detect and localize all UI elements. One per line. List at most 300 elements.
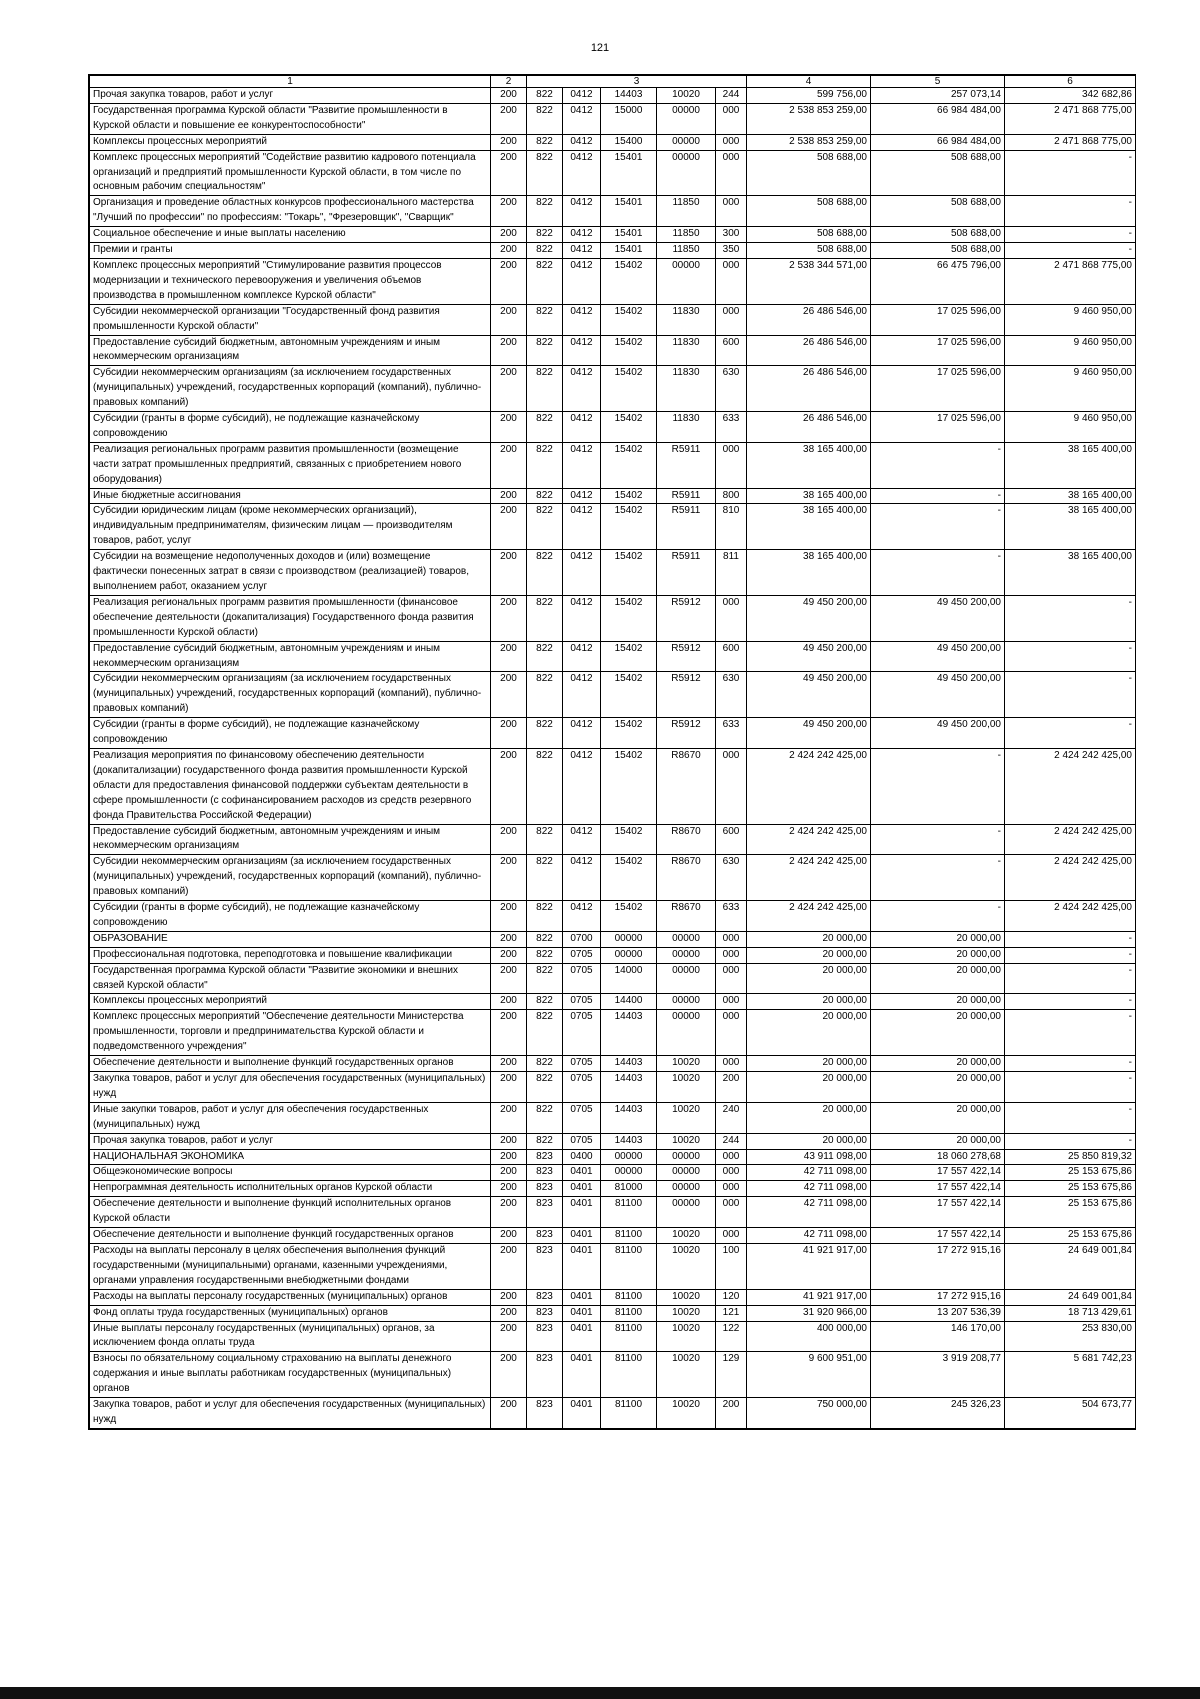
row-section-code: 0412 xyxy=(563,196,601,227)
row-amount-col5: 66 475 796,00 xyxy=(871,258,1005,304)
table-row xyxy=(90,134,1136,150)
table-row xyxy=(90,994,1136,1010)
table-row xyxy=(90,196,1136,227)
row-admin-code: 200 xyxy=(491,412,527,443)
row-name: Субсидии (гранты в форме субсидий), не подлежащие казначейскому сопровождению xyxy=(90,901,491,932)
row-department-code: 822 xyxy=(527,947,563,963)
row-expense-type-code: 000 xyxy=(716,994,747,1010)
row-expense-type-code: 100 xyxy=(716,1243,747,1289)
row-name: Фонд оплаты труда государственных (муниципальных) органов xyxy=(90,1305,491,1321)
row-amount-col5: - xyxy=(871,855,1005,901)
row-name: Комплекс процессных мероприятий "Стимулирование развития процессов модернизации и технического перевооружения и увеличения объемов производства в промышленном комплексе Курской области" xyxy=(90,258,491,304)
row-name: Предоставление субсидий бюджетным, автономным учреждениям и иным некоммерческим организациям xyxy=(90,335,491,366)
table-row xyxy=(90,1149,1136,1165)
header-col-5: 5 xyxy=(871,76,1005,88)
row-section-code: 0412 xyxy=(563,595,601,641)
row-direction-code: R8670 xyxy=(657,824,716,855)
row-section-code: 0705 xyxy=(563,1010,601,1056)
row-expense-type-code: 000 xyxy=(716,442,747,488)
table-row xyxy=(90,641,1136,672)
row-amount-col5: 49 450 200,00 xyxy=(871,672,1005,718)
row-amount-col5: 245 326,23 xyxy=(871,1398,1005,1429)
row-name: ОБРАЗОВАНИЕ xyxy=(90,931,491,947)
row-program-code: 14403 xyxy=(601,1072,657,1103)
row-section-code: 0401 xyxy=(563,1197,601,1228)
row-expense-type-code: 600 xyxy=(716,641,747,672)
row-expense-type-code: 000 xyxy=(716,196,747,227)
row-expense-type-code: 000 xyxy=(716,1056,747,1072)
row-direction-code: R5912 xyxy=(657,641,716,672)
row-name: Субсидии некоммерческим организациям (за исключением государственных (муниципальных) учреждений, государственных корпораций (компаний), публично-правовых компаний) xyxy=(90,672,491,718)
row-direction-code: 10020 xyxy=(657,1398,716,1429)
row-amount-col6: 38 165 400,00 xyxy=(1005,442,1136,488)
row-amount-total: 26 486 546,00 xyxy=(747,366,871,412)
table-row xyxy=(90,748,1136,824)
row-amount-col6: - xyxy=(1005,963,1136,994)
budget-table-sheet xyxy=(88,74,1136,1430)
row-admin-code: 200 xyxy=(491,1305,527,1321)
row-department-code: 822 xyxy=(527,366,563,412)
row-department-code: 822 xyxy=(527,855,563,901)
row-department-code: 822 xyxy=(527,88,563,104)
row-name: Комплексы процессных мероприятий xyxy=(90,134,491,150)
row-amount-col5: 17 025 596,00 xyxy=(871,304,1005,335)
row-admin-code: 200 xyxy=(491,366,527,412)
row-admin-code: 200 xyxy=(491,672,527,718)
row-amount-total: 2 538 853 259,00 xyxy=(747,103,871,134)
row-department-code: 822 xyxy=(527,258,563,304)
row-section-code: 0401 xyxy=(563,1228,601,1244)
row-amount-col5: 20 000,00 xyxy=(871,1102,1005,1133)
row-program-code: 15402 xyxy=(601,672,657,718)
row-expense-type-code: 630 xyxy=(716,672,747,718)
row-amount-col6: 2 424 242 425,00 xyxy=(1005,748,1136,824)
row-department-code: 822 xyxy=(527,227,563,243)
row-amount-col5: - xyxy=(871,488,1005,504)
row-direction-code: 00000 xyxy=(657,994,716,1010)
row-amount-col5: 17 272 915,16 xyxy=(871,1289,1005,1305)
row-admin-code: 200 xyxy=(491,1197,527,1228)
row-name: Общеэкономические вопросы xyxy=(90,1165,491,1181)
row-direction-code: 00000 xyxy=(657,1010,716,1056)
table-row xyxy=(90,672,1136,718)
row-program-code: 81100 xyxy=(601,1321,657,1352)
row-name: Предоставление субсидий бюджетным, автономным учреждениям и иным некоммерческим организациям xyxy=(90,641,491,672)
row-amount-total: 2 538 344 571,00 xyxy=(747,258,871,304)
row-amount-total: 20 000,00 xyxy=(747,931,871,947)
row-direction-code: 10020 xyxy=(657,1102,716,1133)
row-amount-total: 31 920 966,00 xyxy=(747,1305,871,1321)
row-admin-code: 200 xyxy=(491,304,527,335)
row-amount-col5: 508 688,00 xyxy=(871,150,1005,196)
row-admin-code: 200 xyxy=(491,901,527,932)
column-number-header xyxy=(90,76,1136,88)
row-department-code: 822 xyxy=(527,718,563,749)
row-amount-total: 2 538 853 259,00 xyxy=(747,134,871,150)
row-department-code: 822 xyxy=(527,595,563,641)
row-admin-code: 200 xyxy=(491,1149,527,1165)
row-expense-type-code: 240 xyxy=(716,1102,747,1133)
row-amount-total: 2 424 242 425,00 xyxy=(747,748,871,824)
table-row xyxy=(90,1321,1136,1352)
row-name: Субсидии некоммерческой организации "Государственный фонд развития промышленности Курской области" xyxy=(90,304,491,335)
row-amount-col5: - xyxy=(871,748,1005,824)
row-admin-code: 200 xyxy=(491,1352,527,1398)
row-amount-total: 49 450 200,00 xyxy=(747,672,871,718)
row-amount-col5: 49 450 200,00 xyxy=(871,641,1005,672)
row-amount-total: 41 921 917,00 xyxy=(747,1289,871,1305)
row-amount-col6: 25 850 819,32 xyxy=(1005,1149,1136,1165)
row-admin-code: 200 xyxy=(491,134,527,150)
row-direction-code: 00000 xyxy=(657,1181,716,1197)
table-row xyxy=(90,304,1136,335)
row-department-code: 822 xyxy=(527,412,563,443)
row-department-code: 823 xyxy=(527,1352,563,1398)
row-amount-col6: 2 424 242 425,00 xyxy=(1005,901,1136,932)
row-expense-type-code: 000 xyxy=(716,1197,747,1228)
row-amount-total: 508 688,00 xyxy=(747,243,871,259)
row-amount-total: 42 711 098,00 xyxy=(747,1181,871,1197)
row-amount-col6: - xyxy=(1005,947,1136,963)
row-section-code: 0412 xyxy=(563,550,601,596)
row-amount-col6: 9 460 950,00 xyxy=(1005,304,1136,335)
table-row xyxy=(90,1102,1136,1133)
row-amount-col5: 20 000,00 xyxy=(871,994,1005,1010)
row-amount-col6: 38 165 400,00 xyxy=(1005,488,1136,504)
table-row xyxy=(90,1072,1136,1103)
row-amount-total: 508 688,00 xyxy=(747,227,871,243)
row-expense-type-code: 129 xyxy=(716,1352,747,1398)
row-expense-type-code: 800 xyxy=(716,488,747,504)
row-department-code: 822 xyxy=(527,488,563,504)
row-admin-code: 200 xyxy=(491,103,527,134)
row-amount-total: 38 165 400,00 xyxy=(747,488,871,504)
row-program-code: 15000 xyxy=(601,103,657,134)
table-row xyxy=(90,1289,1136,1305)
row-section-code: 0412 xyxy=(563,103,601,134)
row-section-code: 0412 xyxy=(563,442,601,488)
row-name: Иные выплаты персоналу государственных (муниципальных) органов, за исключением фонда оплаты труда xyxy=(90,1321,491,1352)
table-row xyxy=(90,1056,1136,1072)
row-direction-code: 10020 xyxy=(657,1305,716,1321)
row-direction-code: 00000 xyxy=(657,1149,716,1165)
row-admin-code: 200 xyxy=(491,442,527,488)
row-name: Социальное обеспечение и иные выплаты населению xyxy=(90,227,491,243)
row-amount-col6: 24 649 001,84 xyxy=(1005,1243,1136,1289)
row-program-code: 81000 xyxy=(601,1181,657,1197)
row-program-code: 00000 xyxy=(601,947,657,963)
row-amount-total: 2 424 242 425,00 xyxy=(747,855,871,901)
row-direction-code: R8670 xyxy=(657,855,716,901)
row-name: Предоставление субсидий бюджетным, автономным учреждениям и иным некоммерческим организациям xyxy=(90,824,491,855)
row-section-code: 0401 xyxy=(563,1352,601,1398)
row-program-code: 15401 xyxy=(601,196,657,227)
row-admin-code: 200 xyxy=(491,1181,527,1197)
row-section-code: 0412 xyxy=(563,366,601,412)
row-section-code: 0705 xyxy=(563,1102,601,1133)
header-col-2: 2 xyxy=(491,76,527,88)
row-program-code: 15402 xyxy=(601,901,657,932)
row-amount-col6: 342 682,86 xyxy=(1005,88,1136,104)
row-direction-code: 11830 xyxy=(657,304,716,335)
row-program-code: 81100 xyxy=(601,1243,657,1289)
row-amount-col6: - xyxy=(1005,150,1136,196)
budget-table xyxy=(89,75,1136,1429)
row-direction-code: R8670 xyxy=(657,901,716,932)
row-amount-total: 20 000,00 xyxy=(747,1010,871,1056)
row-program-code: 81100 xyxy=(601,1398,657,1429)
row-program-code: 15401 xyxy=(601,243,657,259)
row-amount-total: 2 424 242 425,00 xyxy=(747,824,871,855)
row-department-code: 822 xyxy=(527,931,563,947)
row-direction-code: 00000 xyxy=(657,963,716,994)
row-section-code: 0412 xyxy=(563,88,601,104)
row-department-code: 822 xyxy=(527,748,563,824)
row-department-code: 822 xyxy=(527,1056,563,1072)
row-admin-code: 200 xyxy=(491,931,527,947)
row-admin-code: 200 xyxy=(491,150,527,196)
header-col-6: 6 xyxy=(1005,76,1136,88)
row-direction-code: 00000 xyxy=(657,258,716,304)
row-program-code: 14000 xyxy=(601,963,657,994)
table-row xyxy=(90,1181,1136,1197)
page-number: 121 xyxy=(590,42,610,54)
header-col-4: 4 xyxy=(747,76,871,88)
row-amount-col5: 508 688,00 xyxy=(871,196,1005,227)
row-amount-col6: 253 830,00 xyxy=(1005,1321,1136,1352)
table-row xyxy=(90,103,1136,134)
row-program-code: 15402 xyxy=(601,335,657,366)
row-program-code: 15402 xyxy=(601,824,657,855)
row-department-code: 822 xyxy=(527,103,563,134)
row-program-code: 15402 xyxy=(601,595,657,641)
row-amount-col6: - xyxy=(1005,931,1136,947)
row-amount-total: 26 486 546,00 xyxy=(747,304,871,335)
row-department-code: 822 xyxy=(527,304,563,335)
table-row xyxy=(90,442,1136,488)
row-section-code: 0412 xyxy=(563,412,601,443)
row-admin-code: 200 xyxy=(491,1072,527,1103)
row-admin-code: 200 xyxy=(491,963,527,994)
table-row xyxy=(90,227,1136,243)
row-amount-total: 750 000,00 xyxy=(747,1398,871,1429)
row-amount-col5: 13 207 536,39 xyxy=(871,1305,1005,1321)
row-amount-col5: 20 000,00 xyxy=(871,1010,1005,1056)
row-name: Расходы на выплаты персоналу государственных (муниципальных) органов xyxy=(90,1289,491,1305)
row-direction-code: 11830 xyxy=(657,412,716,443)
row-admin-code: 200 xyxy=(491,824,527,855)
row-amount-col6: - xyxy=(1005,1072,1136,1103)
table-row xyxy=(90,366,1136,412)
row-department-code: 823 xyxy=(527,1181,563,1197)
row-expense-type-code: 633 xyxy=(716,412,747,443)
row-admin-code: 200 xyxy=(491,718,527,749)
row-amount-col5: 20 000,00 xyxy=(871,931,1005,947)
row-department-code: 823 xyxy=(527,1165,563,1181)
row-direction-code: R5911 xyxy=(657,442,716,488)
row-expense-type-code: 000 xyxy=(716,1228,747,1244)
table-row xyxy=(90,1305,1136,1321)
row-direction-code: 10020 xyxy=(657,1352,716,1398)
row-expense-type-code: 244 xyxy=(716,1133,747,1149)
row-admin-code: 200 xyxy=(491,88,527,104)
row-amount-total: 41 921 917,00 xyxy=(747,1243,871,1289)
row-section-code: 0412 xyxy=(563,641,601,672)
row-admin-code: 200 xyxy=(491,550,527,596)
table-row xyxy=(90,963,1136,994)
row-amount-col5: 17 557 422,14 xyxy=(871,1165,1005,1181)
row-admin-code: 200 xyxy=(491,1321,527,1352)
row-program-code: 14403 xyxy=(601,1102,657,1133)
row-name: Государственная программа Курской области "Развитие промышленности в Курской области и повышение ее конкурентоспособности" xyxy=(90,103,491,134)
row-program-code: 14403 xyxy=(601,1010,657,1056)
row-program-code: 15400 xyxy=(601,134,657,150)
row-amount-col6: - xyxy=(1005,672,1136,718)
row-program-code: 15402 xyxy=(601,258,657,304)
row-program-code: 00000 xyxy=(601,931,657,947)
row-program-code: 14400 xyxy=(601,994,657,1010)
row-section-code: 0412 xyxy=(563,134,601,150)
table-row xyxy=(90,1352,1136,1398)
row-amount-total: 49 450 200,00 xyxy=(747,595,871,641)
row-section-code: 0401 xyxy=(563,1243,601,1289)
row-name: Государственная программа Курской области "Развитие экономики и внешних связей Курской области" xyxy=(90,963,491,994)
row-amount-total: 26 486 546,00 xyxy=(747,412,871,443)
row-amount-col6: - xyxy=(1005,718,1136,749)
row-expense-type-code: 600 xyxy=(716,824,747,855)
row-section-code: 0412 xyxy=(563,748,601,824)
row-amount-col6: 2 471 868 775,00 xyxy=(1005,103,1136,134)
row-department-code: 822 xyxy=(527,442,563,488)
table-row xyxy=(90,1197,1136,1228)
row-expense-type-code: 633 xyxy=(716,901,747,932)
row-expense-type-code: 000 xyxy=(716,304,747,335)
row-admin-code: 200 xyxy=(491,855,527,901)
row-amount-total: 599 756,00 xyxy=(747,88,871,104)
row-amount-col6: 2 424 242 425,00 xyxy=(1005,824,1136,855)
row-section-code: 0412 xyxy=(563,243,601,259)
row-program-code: 15401 xyxy=(601,150,657,196)
row-name: Комплекс процессных мероприятий "Содействие развитию кадрового потенциала организаций и предприятий промышленности Курской области, в том числе по основным рабочим специальностям" xyxy=(90,150,491,196)
row-amount-col6: - xyxy=(1005,994,1136,1010)
row-admin-code: 200 xyxy=(491,1289,527,1305)
row-department-code: 822 xyxy=(527,901,563,932)
row-direction-code: 00000 xyxy=(657,134,716,150)
row-program-code: 15402 xyxy=(601,412,657,443)
row-program-code: 81100 xyxy=(601,1352,657,1398)
row-amount-col5: 17 557 422,14 xyxy=(871,1197,1005,1228)
row-expense-type-code: 000 xyxy=(716,1149,747,1165)
row-direction-code: 10020 xyxy=(657,1228,716,1244)
row-amount-col5: 66 984 484,00 xyxy=(871,134,1005,150)
row-direction-code: 10020 xyxy=(657,1072,716,1103)
row-amount-col5: 66 984 484,00 xyxy=(871,103,1005,134)
row-expense-type-code: 120 xyxy=(716,1289,747,1305)
row-section-code: 0412 xyxy=(563,227,601,243)
row-program-code: 14403 xyxy=(601,1133,657,1149)
row-expense-type-code: 600 xyxy=(716,335,747,366)
row-amount-col6: 38 165 400,00 xyxy=(1005,550,1136,596)
row-amount-col5: 17 272 915,16 xyxy=(871,1243,1005,1289)
row-direction-code: 11850 xyxy=(657,196,716,227)
row-name: Обеспечение деятельности и выполнение функций государственных органов xyxy=(90,1228,491,1244)
row-amount-col5: 49 450 200,00 xyxy=(871,595,1005,641)
row-name: Субсидии некоммерческим организациям (за исключением государственных (муниципальных) учреждений, государственных корпораций (компаний), публично-правовых компаний) xyxy=(90,855,491,901)
row-expense-type-code: 122 xyxy=(716,1321,747,1352)
row-amount-col6: - xyxy=(1005,196,1136,227)
row-amount-total: 2 424 242 425,00 xyxy=(747,901,871,932)
row-amount-total: 508 688,00 xyxy=(747,196,871,227)
row-expense-type-code: 200 xyxy=(716,1398,747,1429)
row-department-code: 822 xyxy=(527,994,563,1010)
row-admin-code: 200 xyxy=(491,227,527,243)
row-amount-col5: - xyxy=(871,550,1005,596)
table-row xyxy=(90,855,1136,901)
row-department-code: 822 xyxy=(527,335,563,366)
row-direction-code: 10020 xyxy=(657,88,716,104)
row-section-code: 0412 xyxy=(563,488,601,504)
row-direction-code: 10020 xyxy=(657,1243,716,1289)
row-direction-code: R5911 xyxy=(657,550,716,596)
row-program-code: 15401 xyxy=(601,227,657,243)
row-amount-col5: 20 000,00 xyxy=(871,963,1005,994)
row-section-code: 0400 xyxy=(563,1149,601,1165)
row-admin-code: 200 xyxy=(491,1056,527,1072)
row-name: Закупка товаров, работ и услуг для обеспечения государственных (муниципальных) нужд xyxy=(90,1072,491,1103)
row-expense-type-code: 000 xyxy=(716,258,747,304)
row-department-code: 822 xyxy=(527,550,563,596)
table-row xyxy=(90,1010,1136,1056)
row-direction-code: 00000 xyxy=(657,947,716,963)
row-department-code: 822 xyxy=(527,504,563,550)
row-program-code: 81100 xyxy=(601,1197,657,1228)
row-admin-code: 200 xyxy=(491,243,527,259)
row-program-code: 15402 xyxy=(601,488,657,504)
row-section-code: 0412 xyxy=(563,824,601,855)
row-amount-total: 20 000,00 xyxy=(747,994,871,1010)
row-program-code: 81100 xyxy=(601,1289,657,1305)
row-admin-code: 200 xyxy=(491,1228,527,1244)
row-amount-total: 42 711 098,00 xyxy=(747,1165,871,1181)
row-amount-col5: 146 170,00 xyxy=(871,1321,1005,1352)
row-admin-code: 200 xyxy=(491,335,527,366)
row-name: Субсидии на возмещение недополученных доходов и (или) возмещение фактически понесенных затрат в связи с производством (реализацией) товаров, выполнением работ, оказанием услуг xyxy=(90,550,491,596)
row-direction-code: 10020 xyxy=(657,1056,716,1072)
row-department-code: 822 xyxy=(527,243,563,259)
table-row xyxy=(90,504,1136,550)
row-amount-col5: 3 919 208,77 xyxy=(871,1352,1005,1398)
row-amount-col6: 25 153 675,86 xyxy=(1005,1228,1136,1244)
row-name: Иные закупки товаров, работ и услуг для обеспечения государственных (муниципальных) нужд xyxy=(90,1102,491,1133)
row-name: Иные бюджетные ассигнования xyxy=(90,488,491,504)
row-name: Прочая закупка товаров, работ и услуг xyxy=(90,1133,491,1149)
row-amount-col6: - xyxy=(1005,1056,1136,1072)
row-amount-total: 26 486 546,00 xyxy=(747,335,871,366)
table-row xyxy=(90,824,1136,855)
row-program-code: 15402 xyxy=(601,748,657,824)
row-direction-code: R5912 xyxy=(657,718,716,749)
table-row xyxy=(90,1228,1136,1244)
table-row xyxy=(90,718,1136,749)
row-amount-col6: - xyxy=(1005,1133,1136,1149)
row-amount-total: 42 711 098,00 xyxy=(747,1197,871,1228)
row-expense-type-code: 000 xyxy=(716,947,747,963)
row-amount-col6: 9 460 950,00 xyxy=(1005,412,1136,443)
row-expense-type-code: 121 xyxy=(716,1305,747,1321)
row-amount-col5: 20 000,00 xyxy=(871,1056,1005,1072)
row-section-code: 0705 xyxy=(563,1072,601,1103)
row-name: Субсидии (гранты в форме субсидий), не подлежащие казначейскому сопровождению xyxy=(90,412,491,443)
